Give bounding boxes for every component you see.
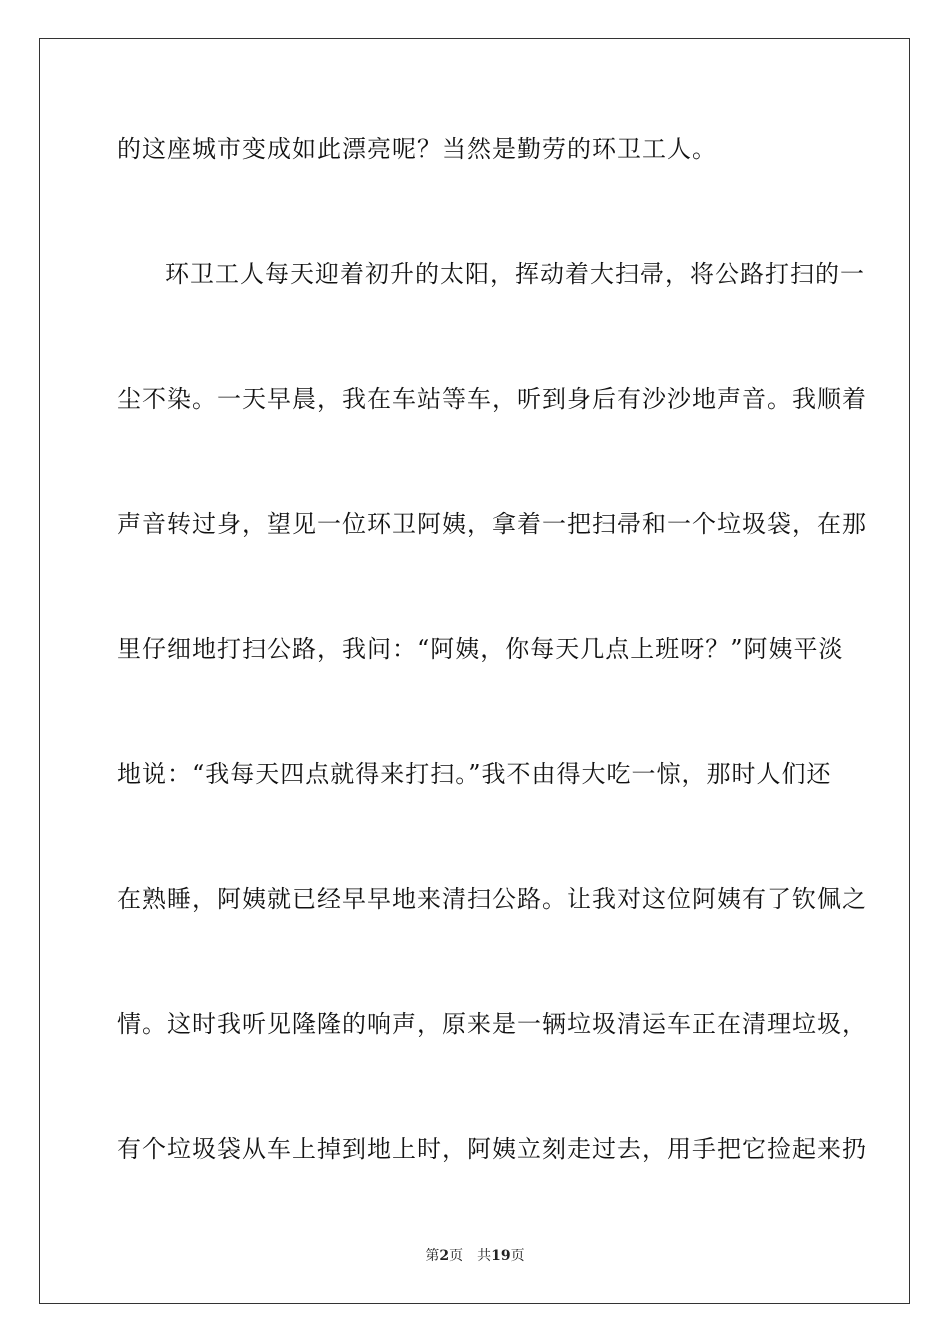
page-footer [0, 1247, 950, 1265]
total-prefix: 共 [477, 1248, 492, 1264]
text-line-7: 在熟睡，阿姨就已经早早地来清扫公路。让我对这位阿姨有了钦佩之 [117, 885, 867, 913]
page-number: 2 [439, 1248, 450, 1264]
text-line-3: 尘不染。一天早晨，我在车站等车，听到身后有沙沙地声音。我顺着 [117, 385, 867, 413]
text-line-9: 有个垃圾袋从车上掉到地上时，阿姨立刻走过去，用手把它捡起来扔 [117, 1135, 867, 1163]
total-pages: 19 [491, 1248, 511, 1264]
text-line-8: 情。这时我听见隆隆的响声，原来是一辆垃圾清运车正在清理垃圾， [117, 1010, 867, 1038]
text-line-5: 里仔细地打扫公路，我问：“阿姨，你每天几点上班呀？”阿姨平淡 [117, 635, 844, 663]
text-line-4: 声音转过身，望见一位环卫阿姨，拿着一把扫帚和一个垃圾袋，在那 [117, 510, 867, 538]
page-border [39, 38, 910, 1304]
page-prefix: 第 [425, 1248, 440, 1264]
total-suffix: 页 [510, 1248, 525, 1264]
text-line-2: 环卫工人每天迎着初升的太阳，挥动着大扫帚，将公路打扫的一 [165, 260, 865, 288]
text-line-6: 地说：“我每天四点就得来打扫。”我不由得大吃一惊，那时人们还 [117, 760, 832, 788]
page-suffix: 页 [449, 1248, 464, 1264]
text-line-1: 的这座城市变成如此漂亮呢？当然是勤劳的环卫工人。 [117, 135, 717, 163]
